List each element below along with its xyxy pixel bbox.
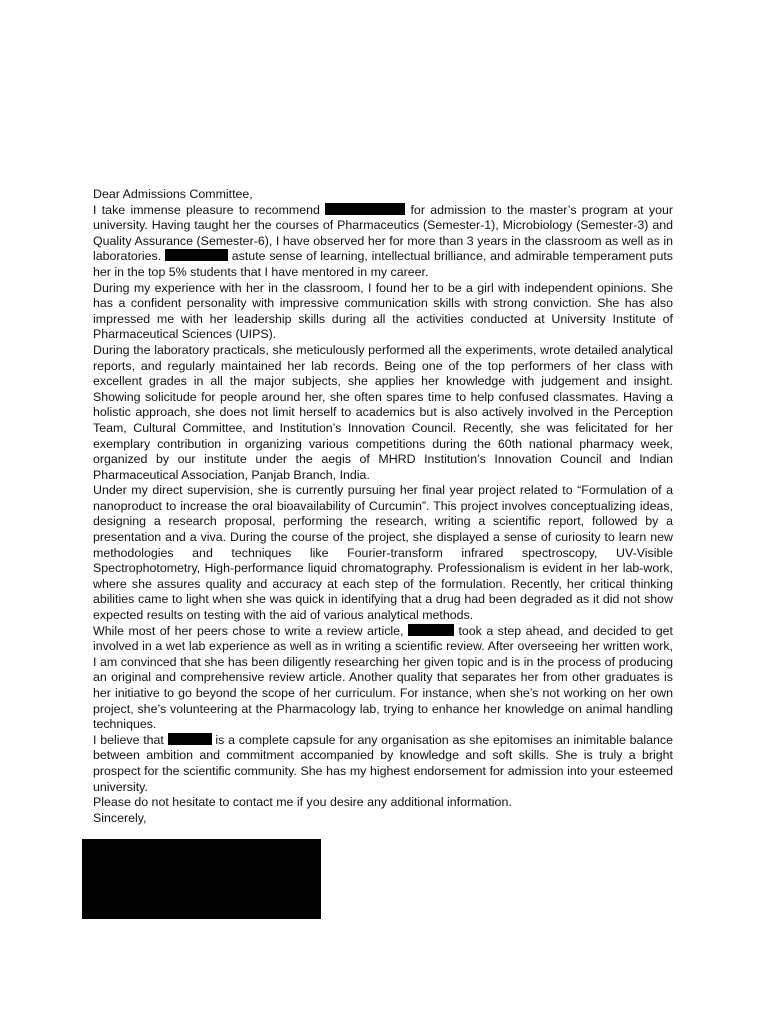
redacted-name	[168, 733, 212, 745]
review-text-end: took a step ahead, and decided to get involved in a wet lab experience as well as in writing a scientific review. After overseeing her written work, I am convinced that she has been diligently researching her given topic and is in the process of producing an original and comprehensive review article. Another quality that separates her from other graduates is her initiative to go beyond the scope of her curriculum. For instance, when she’s not working on her own project, she’s volunteering at the Pharmacology lab, trying to enhance her knowledge on animal handling techniques.	[93, 623, 673, 732]
paragraph-contact: Please do not hesitate to contact me if you desire any additional information.	[93, 795, 512, 810]
paragraph-endorsement	[93, 733, 673, 795]
paragraph-introduction	[93, 203, 673, 281]
redacted-name	[165, 249, 228, 261]
redacted-signature-block	[82, 839, 321, 919]
paragraph-laboratory: During the laboratory practicals, she meticulously performed all the experiments, wrote detailed analytical reports, and regularly maintained her lab records. Being one of the top performers of her class with excellent grades in all the major subjects, she applies her knowledge with judgement and insight. Showing solicitude for people around her, she often spares time to help confused classmates. Having a holistic approach, she does not limit herself to academics but is also actively involved in the Perception Team, Cultural Committee, and Institution’s Innovation Council. Recently, she was felicitated for her exemplary contribution in organizing various competitions during the 60th national pharmacy week, organized by our institute under the aegis of MHRD Institution’s Innovation Council and Indian Pharmaceutical Association, Panjab Branch, India.	[93, 342, 673, 482]
redacted-name	[408, 624, 454, 636]
intro-text-middle: for admission to the master’s program at your university. Having taught her the courses of Pharmaceutics (Semester-1), Microbiology (Semester-3) and Quality Assurance (Semester-6), I have observed her for more than 3 years in the classroom as well as in laboratories.	[93, 202, 673, 264]
endorsement-text-start: I believe that	[93, 732, 164, 747]
endorsement-text-end: is a complete capsule for any organisation as she epitomises an inimitable balance between ambition and commitment accompanied by knowledge and soft skills. She is truly a bright prospect for the scientific community. She has my highest endorsement for admission into your esteemed university.	[93, 732, 674, 794]
paragraph-project: Under my direct supervision, she is currently pursuing her final year project related to “Formulation of a nanoproduct to increase the oral bioavailability of Curcumin”. This project involves conceptualizing ideas, designing a research proposal, performing the research, writing a scientific report, followed by a presentation and a viva. During the course of the project, she displayed a sense of curiosity to learn new methodologies and techniques like Fourier-transform infrared spectroscopy, UV-Visible Spectrophotometry, High-performance liquid chromatography. Professionalism is evident in her lab-work, where she assures quality and accuracy at each step of the formulation. Recently, her critical thinking abilities came to light when she was quick in identifying that a drug had been degraded as it did not show expected results on testing with the aid of various analytical methods.	[93, 483, 673, 623]
recommendation-letter-body	[93, 187, 673, 826]
paragraph-classroom: During my experience with her in the classroom, I found her to be a girl with independent opinions. She has a confident personality with impressive communication skills with strong conviction. She has also impressed me with her leadership skills during all the activities conducted at University Institute of Pharmaceutical Sciences (UIPS).	[93, 280, 673, 342]
closing: Sincerely,	[93, 810, 147, 825]
intro-text-start: I take immense pleasure to recommend	[93, 202, 320, 217]
salutation: Dear Admissions Committee,	[93, 187, 253, 201]
review-text-start: While most of her peers chose to write a review article,	[93, 623, 404, 638]
intro-text-end: astute sense of learning, intellectual brilliance, and admirable temperament puts her in the top 5% students that I have mentored in my career.	[93, 249, 673, 279]
redacted-name	[325, 203, 405, 215]
paragraph-review-article	[93, 624, 673, 733]
